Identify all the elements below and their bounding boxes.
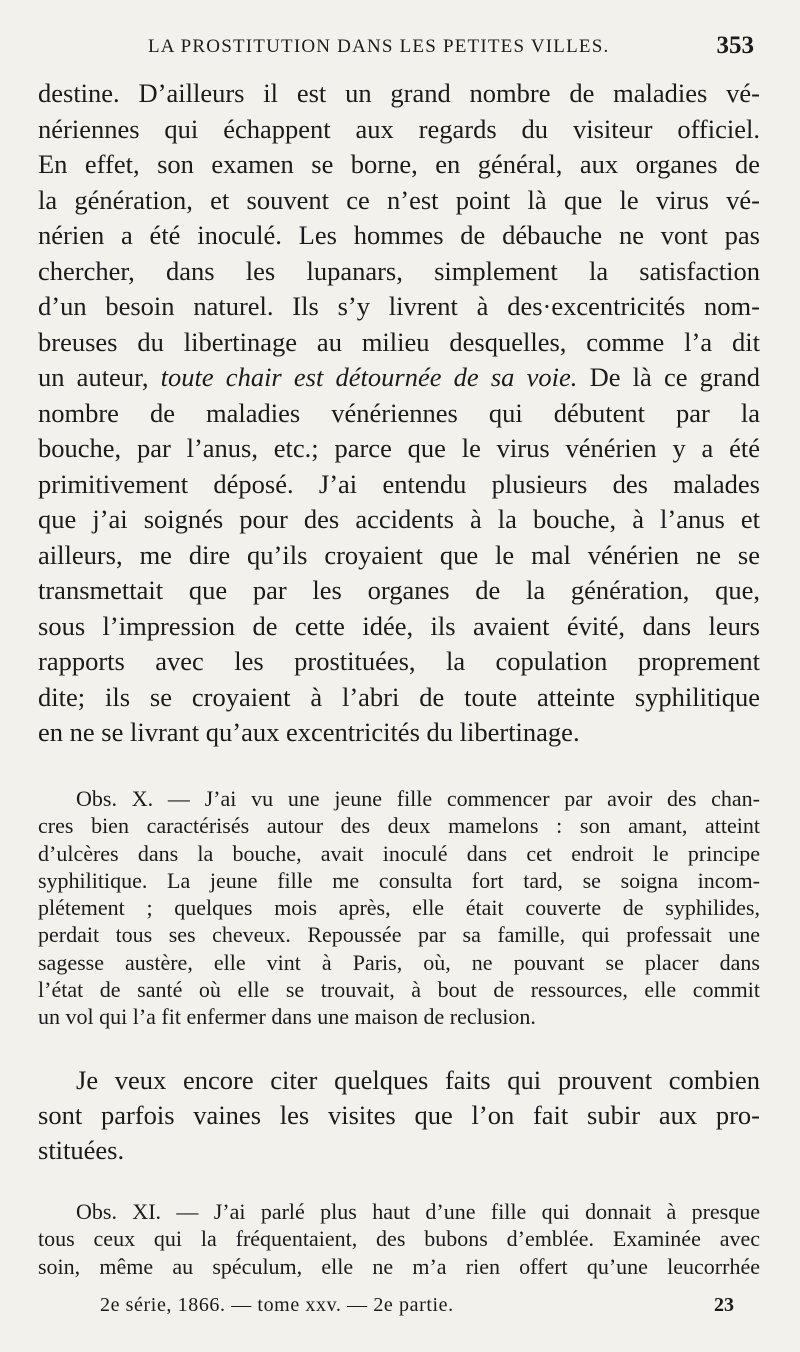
observation-x: [38, 785, 760, 1031]
signature-number: 23: [714, 1294, 734, 1316]
text-line: nombre de maladies vénériennes qui débutent par la: [38, 397, 760, 428]
text-line: primitivement déposé. J’ai entendu plusieurs des malades: [38, 468, 760, 499]
obs-line: tous ceux qui la fréquentaient, des bubons d’emblée. Examinée avec: [38, 1226, 760, 1252]
text-line: En effet, son examen se borne, en général, aux organes de: [38, 149, 760, 179]
text-line: ailleurs, me dire qu’ils croyaient que le mal vénérien ne se: [38, 539, 760, 570]
page-number: 353: [716, 32, 754, 59]
obs-line: Obs. XI. — J’ai parlé plus haut d’une fille qui donnait à presque: [76, 1199, 760, 1224]
running-title: LA PROSTITUTION DANS LES PETITES VILLES.: [148, 36, 610, 57]
text-line: bouche, par l’anus, etc.; parce que le virus vénérien y a été: [38, 433, 760, 463]
obs-line: l’état de santé où elle se trouvait, à bout de ressources, elle commit: [38, 977, 760, 1003]
text-line: d’un besoin naturel. Ils s’y livrent à des·excentricités nom-: [38, 291, 760, 321]
page-footer: [38, 1294, 760, 1324]
obs-line: plétement ; quelques mois après, elle était couverte de syphilides,: [38, 895, 760, 921]
obs-line: Obs. X. — J’ai vu une jeune fille commencer par avoir des chan-: [76, 786, 760, 811]
text-line: destine. D’ailleurs il est un grand nombre de maladies vé-: [38, 78, 760, 108]
text-line: dite; ils se croyaient à l’abri de toute atteinte syphilitique: [38, 681, 760, 712]
text-line: que j’ai soignés pour des accidents à la bouche, à l’anus et: [38, 504, 760, 534]
text-line: nériennes qui échappent aux regards du visiteur officiel.: [38, 113, 760, 144]
text-segment: un auteur,: [38, 362, 161, 392]
text-line: Je veux encore citer quelques faits qui prouvent combien: [76, 1065, 760, 1095]
text-line: en ne se livrant qu’aux excentricités du libertinage.: [38, 717, 580, 747]
text-line: sous l’impression de cette idée, ils avaient évité, dans leurs: [38, 610, 760, 641]
obs-line: cres bien caractérisés autour des deux mamelons : son amant, atteint: [38, 813, 760, 839]
obs-line: soin, même au spéculum, elle ne m’a rien offert qu’une leucorrhée: [38, 1253, 760, 1279]
text-line: breuses du libertinage au milieu desquelles, comme l’a dit: [38, 326, 760, 357]
text-line: sont parfois vaines les visites que l’on fait subir aux pro-: [38, 1100, 760, 1130]
paragraph-1: [38, 76, 760, 751]
text-line: la génération, et souvent ce n’est point là que le virus vé-: [38, 184, 760, 215]
text-line: nérien a été inoculé. Les hommes de débauche ne vont pas: [38, 220, 760, 250]
signature-mark: 2e série, 1866. — tome xxv. — 2e partie.: [100, 1294, 454, 1316]
obs-line: syphilitique. La jeune fille me consulta fort tard, se soigna incom-: [38, 867, 760, 893]
paragraph-2: [38, 1063, 760, 1168]
running-header: [38, 34, 760, 64]
text-line: stituées.: [38, 1135, 125, 1165]
text-line: transmettait que par les organes de la génération, que,: [38, 575, 760, 605]
text-line-with-quote: [38, 360, 760, 396]
italic-quote: toute chair est détournée de sa voie.: [160, 362, 578, 392]
obs-line: un vol qui l’a fit enfermer dans une maison de reclusion.: [38, 1004, 536, 1030]
observation-xi: [38, 1198, 760, 1280]
obs-line: perdait tous ses cheveux. Repoussée par sa famille, qui professait une: [38, 922, 760, 948]
text-line: rapports avec les prostituées, la copulation proprement: [38, 646, 760, 676]
text-line: chercher, dans les lupanars, simplement la satisfaction: [38, 255, 760, 286]
obs-line: sagesse austère, elle vint à Paris, où, ne pouvant se placer dans: [38, 949, 760, 975]
obs-line: d’ulcères dans la bouche, avait inoculé dans cet endroit le principe: [38, 840, 760, 866]
text-segment: De là ce grand: [577, 362, 760, 392]
